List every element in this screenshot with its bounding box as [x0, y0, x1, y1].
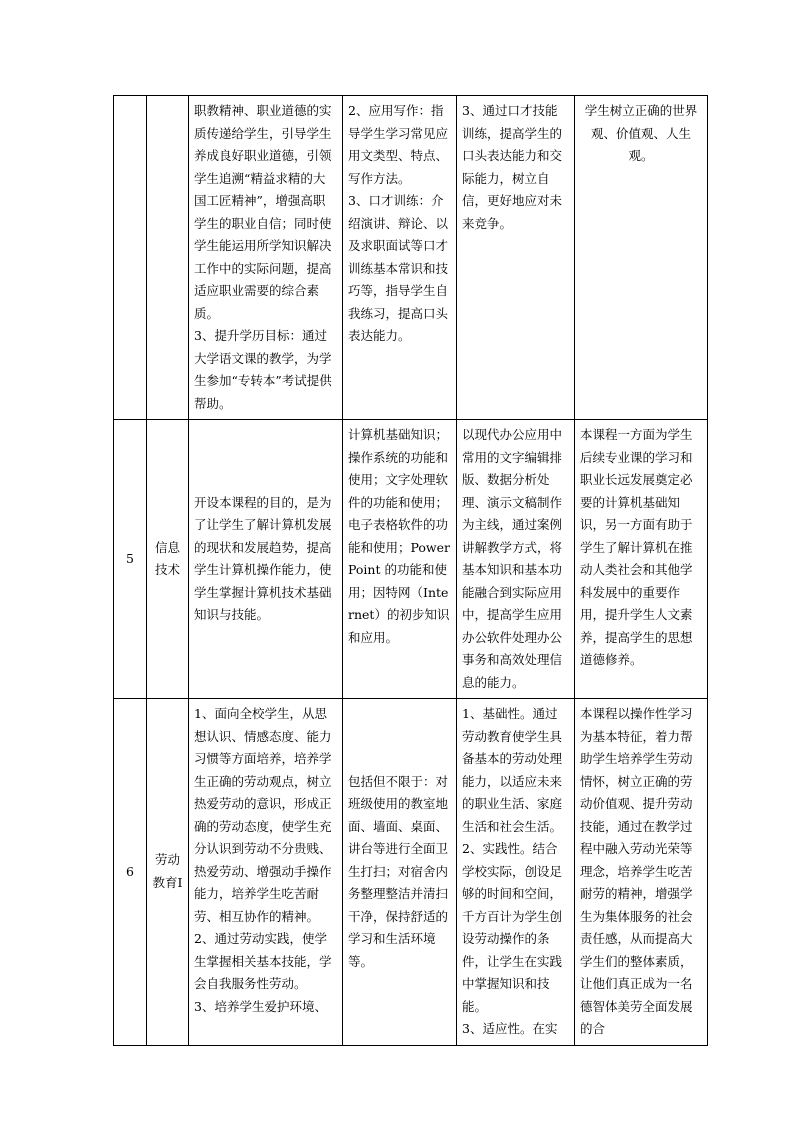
- requirements-paragraph: 以现代办公应用中常用的文字编辑排版、数据分析处理、演示文稿制作为主线，通过案例讲解教学方式，将基本知识和基本功能融合到实际应用中，提高学生应用办公软件处理办公事务和高效处理信息的能力。: [462, 427, 563, 690]
- course-number-cell: 6: [114, 699, 147, 1046]
- ideology-paragraph: 本课程一方面为学生后续专业课的学习和职业长远发展奠定必要的计算机基础知识，另一方面有助于学生了解计算机在推动人类社会和其他学科发展中的重要作用，提升学生人文素养，提高学生的思想道德修养。: [580, 427, 693, 667]
- course-number-cell: 5: [114, 420, 147, 699]
- ideology-paragraph: 学生树立正确的世界观、价值观、人生观。: [584, 103, 698, 163]
- table-row: [114, 96, 708, 420]
- objective-paragraph: 2、通过劳动实践，使学生掌握相关基本技能，学会自我服务性劳动。: [194, 931, 332, 991]
- requirements-cell: [457, 699, 575, 1046]
- requirements-paragraph: 3、适应性。在实: [462, 1021, 558, 1036]
- ideology-cell: [575, 699, 708, 1046]
- objective-paragraph: 1、面向全校学生，从思想认识、情感态度、能力习惯等方面培养，培养学生正确的劳动观点，树立热爱劳动的意识，形成正确的劳动态度，使学生充分认识到劳动不分贵贱、热爱劳动、增强动手操作能力，培养学生吃苦耐劳、相互协作的精神。: [194, 706, 332, 924]
- objective-paragraph: 职教精神、职业道德的实质传递给学生，引导学生养成良好职业道德，引领学生追溯“精益求精的大国工匠精神”，增强高职学生的职业自信；同时使学生能运用所学知识解决工作中的实际问题，提高适应职业需要的综合素质。: [194, 103, 332, 321]
- content-paragraph: 计算机基础知识；操作系统的功能和使用；文字处理软件的功能和使用；电子表格软件的功能和使用；PowerPoint 的功能和使用；因特网（Internet）的初步知识和应用。: [348, 427, 451, 645]
- objective-cell: [189, 699, 343, 1046]
- requirements-cell: [457, 420, 575, 699]
- table-row: [114, 420, 708, 699]
- course-name-cell: [147, 96, 189, 420]
- course-table: [113, 95, 708, 1046]
- content-paragraph: 包括但不限于：对班级使用的教室地面、墙面、桌面、讲台等进行全面卫生打扫；对宿舍内务整理整洁并清扫干净，保持舒适的学习和生活环境等。: [348, 773, 449, 969]
- content-cell: [343, 699, 457, 1046]
- content-paragraph: 2、应用写作：指导学生学习常见应用文类型、特点、写作方法。: [348, 103, 449, 186]
- requirements-paragraph: 1、基础性。通过劳动教育使学生具备基本的劳动处理能力，以适应未来的职业生活、家庭生活和社会生活。: [462, 706, 563, 834]
- course-number-cell: [114, 96, 147, 420]
- objective-paragraph: 3、提升学历目标：通过大学语文课的教学，为学生参加“专转本”考试提供帮助。: [194, 328, 332, 411]
- table-row: [114, 699, 708, 1046]
- requirements-cell: [457, 96, 575, 420]
- objective-cell: [189, 96, 343, 420]
- content-cell: [343, 96, 457, 420]
- ideology-paragraph: 本课程以操作性学习为基本特征，着力帮助学生培养学生劳动情怀，树立正确的劳动价值观、提升劳动技能，通过在教学过程中融入劳动光荣等理念，培养学生吃苦耐劳的精神，增强学生为集体服务的社会责任感，从而提高大学生们的整体素质，让他们真正成为一名德智体美劳全面发展的合: [580, 706, 693, 1036]
- ideology-cell: [575, 96, 708, 420]
- content-cell: [343, 420, 457, 699]
- objective-paragraph: 开设本课程的目的，是为了让学生了解计算机发展的现状和发展趋势，提高学生计算机操作能力，使学生掌握计算机技术基础知识与技能。: [194, 494, 332, 622]
- requirements-paragraph: 2、实践性。结合学校实际，创设足够的时间和空间，千方百计为学生创设劳动操作的条件，让学生在实践中掌握知识和技能。: [462, 841, 563, 1014]
- course-name-cell: 劳动教育Ⅰ: [147, 699, 189, 1046]
- objective-cell: [189, 420, 343, 699]
- ideology-cell: [575, 420, 708, 699]
- requirements-paragraph: 3、通过口才技能训练，提高学生的口头表达能力和交际能力，树立自信，更好地应对未来竞争。: [462, 103, 563, 231]
- course-name-cell: 信息技术: [147, 420, 189, 699]
- objective-paragraph: 3、培养学生爱护环境、: [194, 998, 327, 1014]
- content-paragraph: 3、口才训练：介绍演讲、辩论、以及求职面试等口才训练基本常识和技巧等，指导学生自我练习，提高口头表达能力。: [348, 193, 449, 343]
